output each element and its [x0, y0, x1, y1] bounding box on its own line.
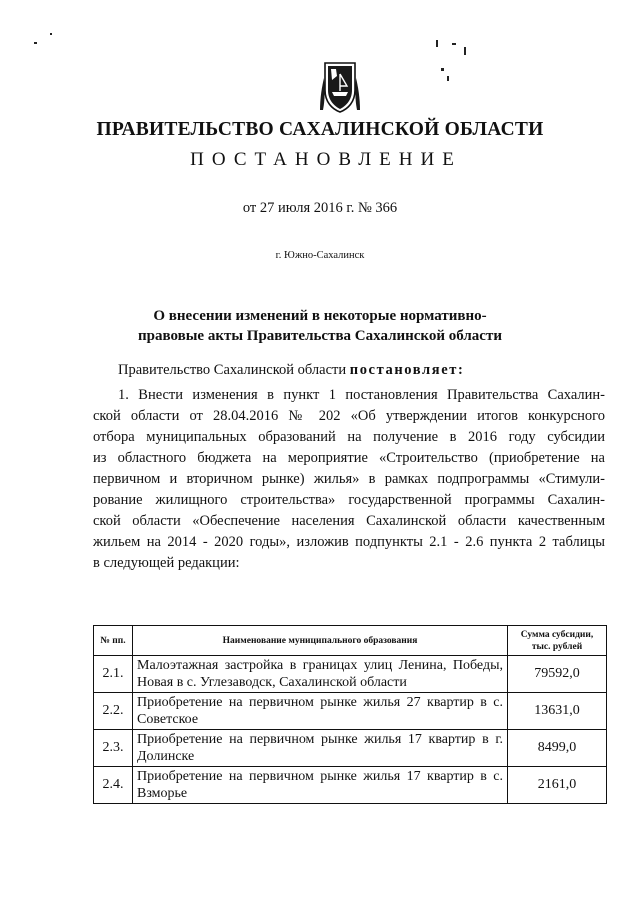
scan-speck — [50, 33, 52, 35]
body-line: в следующей редакции: — [93, 555, 240, 571]
scan-speck — [436, 40, 438, 47]
preamble-verb: постановляет: — [349, 362, 465, 378]
row-sum: 8499,0 — [508, 730, 607, 767]
coat-of-arms-icon — [318, 60, 362, 114]
document-subject — [0, 306, 640, 346]
body-line: первичном и вторичном рынке) жилья» в рамках подпрограммы «Стимули- — [93, 471, 605, 487]
row-sum: 79592,0 — [508, 656, 607, 693]
scan-speck — [447, 76, 449, 81]
preamble-lead: Правительство Сахалинской области — [118, 362, 350, 378]
row-num: 2.1. — [94, 656, 133, 693]
header-num: № пп. — [94, 626, 133, 656]
scan-speck — [34, 42, 37, 44]
subject-line: правовые акты Правительства Сахалинской области — [138, 328, 502, 344]
body-line: из областного бюджета на мероприятие «Строительство (приобретение на — [93, 450, 605, 466]
row-num: 2.4. — [94, 767, 133, 804]
table-header-row — [94, 626, 607, 656]
body-line: ской области «Обеспечение населения Сахалинской области качественным — [93, 513, 605, 529]
row-name: Приобретение на первичном рынке жилья 27 квартир в с. Советское — [133, 693, 508, 730]
scan-speck — [464, 47, 466, 55]
scan-speck — [452, 43, 456, 45]
row-name: Приобретение на первичном рынке жилья 17 квартир в с. Взморье — [133, 767, 508, 804]
row-sum: 13631,0 — [508, 693, 607, 730]
document-city: г. Южно-Сахалинск — [275, 250, 365, 261]
header-sum: Сумма субсидии, тыс. рублей — [508, 626, 607, 656]
table-row — [94, 730, 607, 767]
row-num: 2.2. — [94, 693, 133, 730]
subject-line: О внесении изменений в некоторые нормативно- — [153, 308, 487, 324]
row-name: Приобретение на первичном рынке жилья 17 квартир в г. Долинске — [133, 730, 508, 767]
row-num: 2.3. — [94, 730, 133, 767]
document-type: ПОСТАНОВЛЕНИЕ — [190, 149, 462, 170]
table-row — [94, 656, 607, 693]
organization-title: ПРАВИТЕЛЬСТВО САХАЛИНСКОЙ ОБЛАСТИ — [96, 119, 544, 140]
scan-speck — [441, 68, 444, 71]
document-date-number: от 27 июля 2016 г. № 366 — [242, 200, 398, 216]
header-name: Наименование муниципального образования — [133, 626, 508, 656]
preamble — [93, 360, 605, 381]
table-row — [94, 767, 607, 804]
body-line: рование жилищного строительства» государственной программы Сахалин- — [93, 492, 605, 508]
subsidies-table — [93, 625, 607, 804]
body-line: 1. Внести изменения в пункт 1 постановления Правительства Сахалин- — [118, 387, 605, 403]
row-name: Малоэтажная застройка в границах улиц Ленина, Победы, Новая в с. Углезаводск, Сахалинской области — [133, 656, 508, 693]
body-line: жильем на 2014 - 2020 годы», изложив подпункты 2.1 - 2.6 пункта 2 таблицы — [93, 534, 605, 550]
body-line: отбора муниципальных образований на получение в 2016 году субсидии — [93, 429, 605, 445]
table-row — [94, 693, 607, 730]
document-body — [93, 360, 605, 574]
row-sum: 2161,0 — [508, 767, 607, 804]
body-line: ской области от 28.04.2016 № 202 «Об утверждении итогов конкурсного — [93, 408, 605, 424]
